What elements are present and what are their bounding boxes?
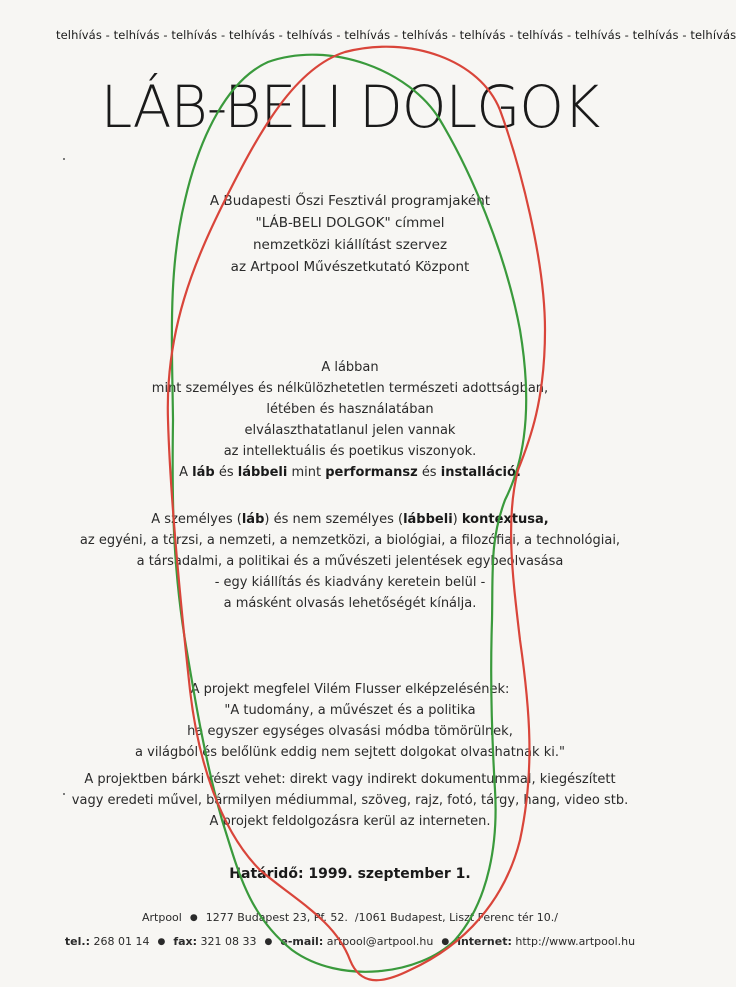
- footer-contacts: [0, 935, 700, 948]
- p3-line-2: "A tudomány, a művészet és a politika: [224, 703, 476, 718]
- bullet-icon: ●: [441, 937, 450, 947]
- bullet-icon: ●: [157, 937, 166, 947]
- p1-line-2: mint személyes és nélkülözhetetlen természeti adottságban,: [151, 381, 549, 396]
- p2-text: ) és nem személyes (: [264, 512, 404, 527]
- paragraph-participation: [0, 769, 700, 832]
- p1-text: mint: [291, 465, 322, 480]
- p2-line-4: - egy kiállítás és kiadvány keretein belül -: [214, 575, 486, 590]
- fax-label: fax:: [173, 935, 198, 948]
- email-value: artpool@artpool.hu: [326, 935, 434, 948]
- call-header-line: telhívás - telhívás - telhívás - telhívás - telhívás - telhívás - telhívás - telhívás - telhívás - telhívás - telhívás - telhívás: [56, 28, 736, 42]
- p1-text: és: [421, 465, 437, 480]
- fax-value: 321 08 33: [200, 935, 257, 948]
- p2-text: ): [452, 512, 458, 527]
- p1-line-6: [0, 462, 700, 483]
- bullet-icon: ●: [189, 913, 198, 923]
- p3-line-4: a világból és belőlünk eddig nem sejtett dolgokat olvashatnak ki.": [135, 745, 565, 760]
- footer-address: [0, 911, 700, 924]
- p2-bold-lab: láb: [241, 512, 265, 527]
- p4-line-1: A projektben bárki részt vehet: direkt vagy indirekt dokumentummal, kiegészített: [84, 772, 616, 787]
- footer-address-2: /1061 Budapest, Liszt Ferenc tér 10./: [354, 911, 559, 924]
- bullet-icon: ●: [264, 937, 273, 947]
- intro-line-2: "LÁB-BELI DOLGOK" címmel: [255, 215, 445, 231]
- email-label: e-mail:: [280, 935, 324, 948]
- p1-text: A: [179, 465, 189, 480]
- p1-line-3: létében és használatában: [266, 402, 434, 417]
- paragraph-context: [0, 509, 700, 614]
- internet-value: http://www.artpool.hu: [515, 935, 636, 948]
- tel-label: tel.:: [64, 935, 90, 948]
- p4-line-2: vagy eredeti művel, bármilyen médiummal, szöveg, rajz, fotó, tárgy, hang, video stb.: [71, 793, 629, 808]
- paragraph-foot: [0, 357, 700, 483]
- p1-line-1: A lábban: [321, 360, 379, 375]
- intro-line-4: az Artpool Művészetkutató Központ: [230, 259, 470, 275]
- p1-bold-lab: láb: [192, 465, 215, 480]
- p2-text: A személyes (: [151, 512, 242, 527]
- p3-line-3: ha egyszer egységes olvasási módba tömörülnek,: [187, 724, 513, 739]
- footer-org: Artpool: [141, 911, 182, 924]
- p2-bold-kontextusa: kontextusa,: [461, 512, 549, 527]
- p1-bold-performansz: performansz: [325, 465, 418, 480]
- poster-title: LÁB-BELI DOLGOK: [100, 73, 600, 141]
- paragraph-flusser-quote: [0, 679, 700, 763]
- internet-label: internet:: [457, 935, 512, 948]
- intro-line-3: nemzetközi kiállítást szervez: [252, 237, 448, 253]
- speck: [63, 793, 65, 795]
- intro-block: [0, 190, 700, 278]
- p2-bold-labbeli: lábbeli: [403, 512, 453, 527]
- tel-value: 268 01 14: [93, 935, 150, 948]
- intro-line-1: A Budapesti Őszi Fesztivál programjaként: [209, 193, 491, 209]
- p2-line-5: a másként olvasás lehetőségét kínálja.: [223, 596, 477, 611]
- p1-bold-labbeli: lábbeli: [237, 465, 288, 480]
- p1-bold-installacio: installáció.: [440, 465, 521, 480]
- p4-line-3: A projekt feldolgozásra kerül az interneten.: [209, 814, 491, 829]
- p2-line-3: a társadalmi, a politikai és a művészeti jelentések egybeolvasása: [136, 554, 564, 569]
- p2-line-2: az egyéni, a törzsi, a nemzeti, a nemzetközi, a biológiai, a filozófiai, a technológiai,: [79, 533, 621, 548]
- footer-address-1: 1277 Budapest 23, Pf. 52.: [205, 911, 348, 924]
- p1-line-5: az intellektuális és poetikus viszonyok.: [223, 444, 477, 459]
- p1-text: és: [218, 465, 234, 480]
- deadline: Határidő: 1999. szeptember 1.: [229, 866, 471, 882]
- speck: [63, 158, 65, 160]
- p1-line-4: elválaszthatatlanul jelen vannak: [244, 423, 456, 438]
- p2-line-1: [0, 509, 700, 530]
- p3-line-1: A projekt megfelel Vilém Flusser elképzelésének:: [190, 682, 510, 697]
